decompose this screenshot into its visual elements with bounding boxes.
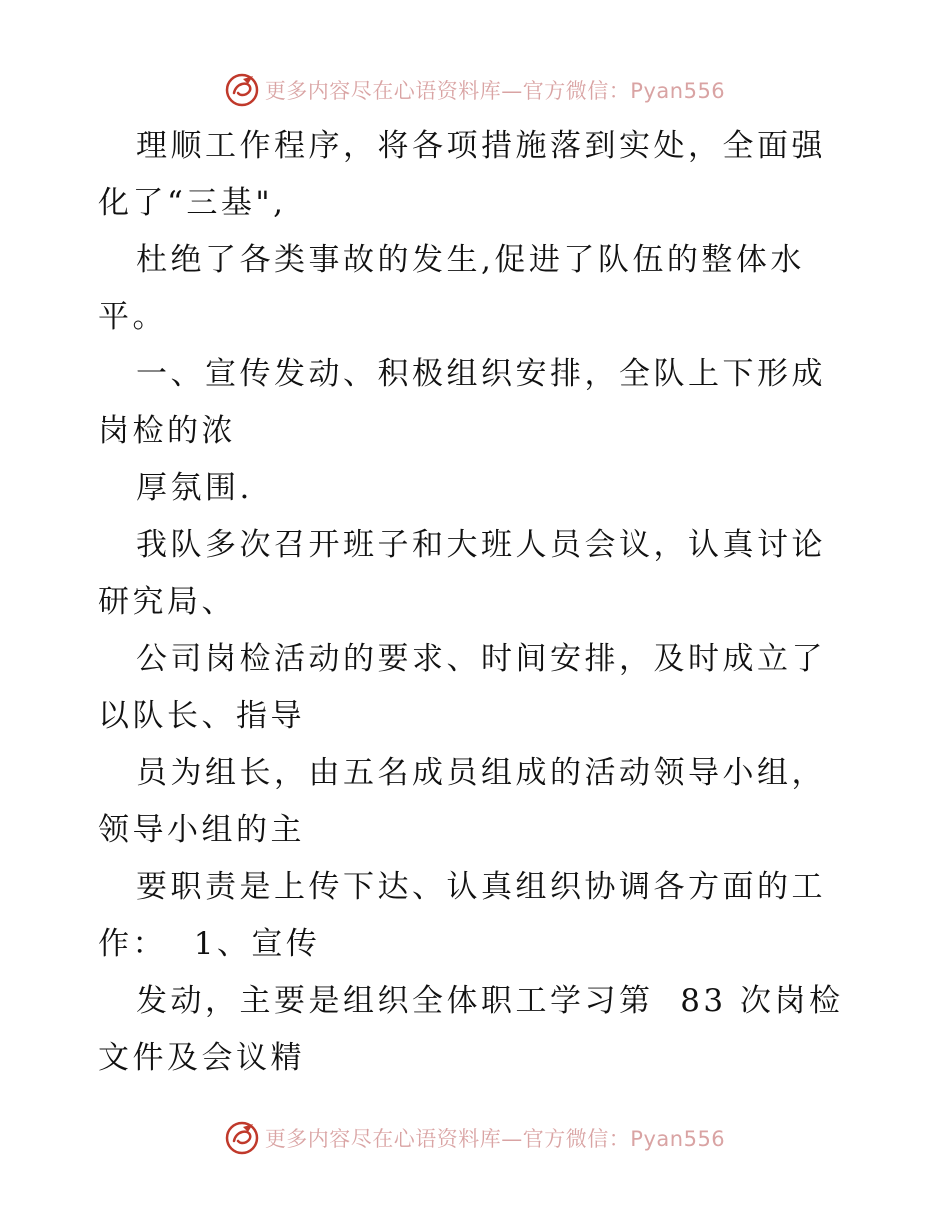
body-paragraph: 杜绝了各类事故的发生,促进了队伍的整体水平。	[98, 242, 805, 335]
body-paragraph: 厚氛围.	[136, 470, 253, 506]
document-body	[98, 118, 858, 1087]
header-watermark	[0, 70, 950, 110]
body-paragraph: 我队多次召开班子和大班人员会议，认真讨论研究局、	[98, 527, 826, 620]
body-paragraph: 员为组长，由五名成员组成的活动领导小组，领导小组的主	[98, 755, 826, 848]
body-paragraph: 理顺工作程序，将各项措施落到实处，全面强化了“三基",	[98, 128, 826, 221]
red-swirl-logo-icon	[225, 73, 259, 107]
body-paragraph: 要职责是上传下达、认真组织协调各方面的工作： 1、宣传	[98, 869, 826, 962]
body-paragraph: 一、宣传发动、积极组织安排，全队上下形成岗检的浓	[98, 356, 826, 449]
watermark-text: 更多内容尽在心语资料库—官方微信：Pyan556	[264, 1127, 726, 1151]
footer-watermark	[0, 1118, 950, 1158]
watermark-text: 更多内容尽在心语资料库—官方微信：Pyan556	[264, 79, 726, 103]
body-paragraph: 发动，主要是组织全体职工学习第 83 次岗检文件及会议精	[98, 983, 844, 1076]
red-swirl-logo-icon	[225, 1121, 259, 1155]
body-paragraph: 公司岗检活动的要求、时间安排，及时成立了以队长、指导	[98, 641, 826, 734]
